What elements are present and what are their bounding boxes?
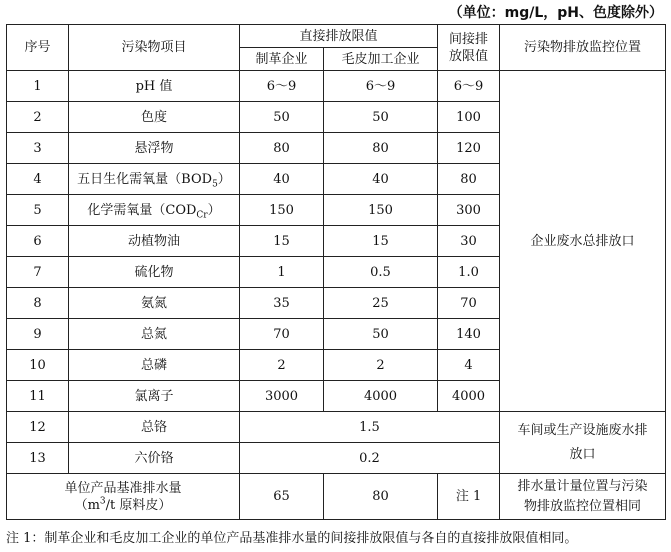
cell-fur: 2 bbox=[324, 350, 438, 381]
cell-no: 2 bbox=[7, 102, 69, 133]
cell-name-subscript: 5 bbox=[212, 179, 218, 190]
cell-fur: 0.5 bbox=[324, 257, 438, 288]
cell-indirect: 140 bbox=[438, 319, 500, 350]
cell-baseline-indirect: 注 1 bbox=[438, 474, 500, 520]
header-item: 污染物项目 bbox=[69, 25, 240, 71]
cell-tannery: 3000 bbox=[240, 381, 324, 412]
cell-indirect: 6～9 bbox=[438, 71, 500, 102]
cell-no: 8 bbox=[7, 288, 69, 319]
cell-no: 5 bbox=[7, 195, 69, 226]
header-indirect bbox=[438, 25, 500, 71]
table-row bbox=[7, 71, 666, 102]
cell-indirect: 4 bbox=[438, 350, 500, 381]
cell-merged-limit: 1.5 bbox=[240, 412, 500, 443]
cell-no: 1 bbox=[7, 71, 69, 102]
cell-indirect: 70 bbox=[438, 288, 500, 319]
cell-no: 3 bbox=[7, 133, 69, 164]
baseline-label-line1: 单位产品基准排水量 bbox=[64, 480, 182, 496]
cell-fur: 15 bbox=[324, 226, 438, 257]
cell-monitor-main: 企业废水总排放口 bbox=[500, 71, 666, 412]
cell-name bbox=[69, 195, 240, 226]
cell-no: 11 bbox=[7, 381, 69, 412]
cell-name bbox=[69, 164, 240, 195]
header-monitor: 污染物排放监控位置 bbox=[500, 25, 666, 71]
baseline-label-pre: （m bbox=[74, 497, 100, 513]
cell-name-subscript: Cr bbox=[196, 210, 208, 221]
cell-tannery: 1 bbox=[240, 257, 324, 288]
cell-fur: 4000 bbox=[324, 381, 438, 412]
cell-baseline-fur: 80 bbox=[324, 474, 438, 520]
cell-fur: 50 bbox=[324, 102, 438, 133]
header-fur: 毛皮加工企业 bbox=[324, 48, 438, 71]
cell-name: 氯离子 bbox=[69, 381, 240, 412]
cell-tannery: 2 bbox=[240, 350, 324, 381]
cell-baseline-label bbox=[7, 474, 240, 520]
cell-name: 总磷 bbox=[69, 350, 240, 381]
header-tannery: 制革企业 bbox=[240, 48, 324, 71]
cell-fur: 25 bbox=[324, 288, 438, 319]
cell-name: 总铬 bbox=[69, 412, 240, 443]
cell-baseline-monitor-text: 排水量计量位置与污染物排放监控位置相同 bbox=[517, 478, 648, 514]
cell-tannery: 70 bbox=[240, 319, 324, 350]
cell-no: 13 bbox=[7, 443, 69, 474]
cell-name: 氨氮 bbox=[69, 288, 240, 319]
cell-merged-limit: 0.2 bbox=[240, 443, 500, 474]
header-direct: 直接排放限值 bbox=[240, 25, 438, 48]
cell-no: 9 bbox=[7, 319, 69, 350]
cell-fur: 150 bbox=[324, 195, 438, 226]
cell-indirect: 1.0 bbox=[438, 257, 500, 288]
cell-indirect: 4000 bbox=[438, 381, 500, 412]
cell-fur: 80 bbox=[324, 133, 438, 164]
cell-name-main: 五日生化需氧量（BOD bbox=[77, 171, 213, 187]
cell-no: 10 bbox=[7, 350, 69, 381]
unit-note: （单位：mg/L，pH、色度除外） bbox=[448, 5, 663, 21]
cell-monitor-workshop bbox=[500, 412, 666, 474]
cell-no: 6 bbox=[7, 226, 69, 257]
cell-name: pH 值 bbox=[69, 71, 240, 102]
cell-name: 总氮 bbox=[69, 319, 240, 350]
header-seq: 序号 bbox=[7, 25, 69, 71]
cell-name: 色度 bbox=[69, 102, 240, 133]
cell-monitor-workshop-text: 车间或生产设施废水排放口 bbox=[517, 422, 648, 462]
cell-baseline-tannery: 65 bbox=[240, 474, 324, 520]
cell-baseline-monitor bbox=[500, 474, 666, 520]
cell-indirect: 80 bbox=[438, 164, 500, 195]
cell-name-main: 化学需氧量（COD bbox=[87, 202, 197, 218]
cell-indirect: 100 bbox=[438, 102, 500, 133]
footnote: 注 1：制革企业和毛皮加工企业的单位产品基准排水量的间接排放限值与各自的直接排放限值相同。 bbox=[6, 531, 578, 546]
table-body bbox=[7, 71, 666, 520]
cell-fur: 40 bbox=[324, 164, 438, 195]
cell-indirect: 30 bbox=[438, 226, 500, 257]
cell-no: 12 bbox=[7, 412, 69, 443]
baseline-row bbox=[7, 474, 666, 520]
cell-fur: 50 bbox=[324, 319, 438, 350]
emission-limits-table bbox=[6, 24, 666, 520]
cell-no: 7 bbox=[7, 257, 69, 288]
cell-fur: 6～9 bbox=[324, 71, 438, 102]
cell-indirect: 300 bbox=[438, 195, 500, 226]
cell-name: 硫化物 bbox=[69, 257, 240, 288]
baseline-label-sup: 3 bbox=[99, 496, 106, 507]
table-row bbox=[7, 412, 666, 443]
cell-tannery: 6～9 bbox=[240, 71, 324, 102]
cell-tannery: 80 bbox=[240, 133, 324, 164]
cell-tannery: 35 bbox=[240, 288, 324, 319]
cell-indirect: 120 bbox=[438, 133, 500, 164]
header-indirect-text: 间接排放限值 bbox=[449, 31, 489, 64]
cell-name: 悬浮物 bbox=[69, 133, 240, 164]
cell-tannery: 40 bbox=[240, 164, 324, 195]
cell-name: 动植物油 bbox=[69, 226, 240, 257]
cell-name-tail: ） bbox=[217, 171, 231, 187]
cell-tannery: 50 bbox=[240, 102, 324, 133]
cell-no: 4 bbox=[7, 164, 69, 195]
cell-name: 六价铬 bbox=[69, 443, 240, 474]
cell-name-tail: ） bbox=[207, 202, 221, 218]
baseline-label-line2 bbox=[9, 497, 237, 514]
baseline-label-post: /t 原料皮） bbox=[105, 497, 172, 513]
cell-tannery: 150 bbox=[240, 195, 324, 226]
cell-tannery: 15 bbox=[240, 226, 324, 257]
